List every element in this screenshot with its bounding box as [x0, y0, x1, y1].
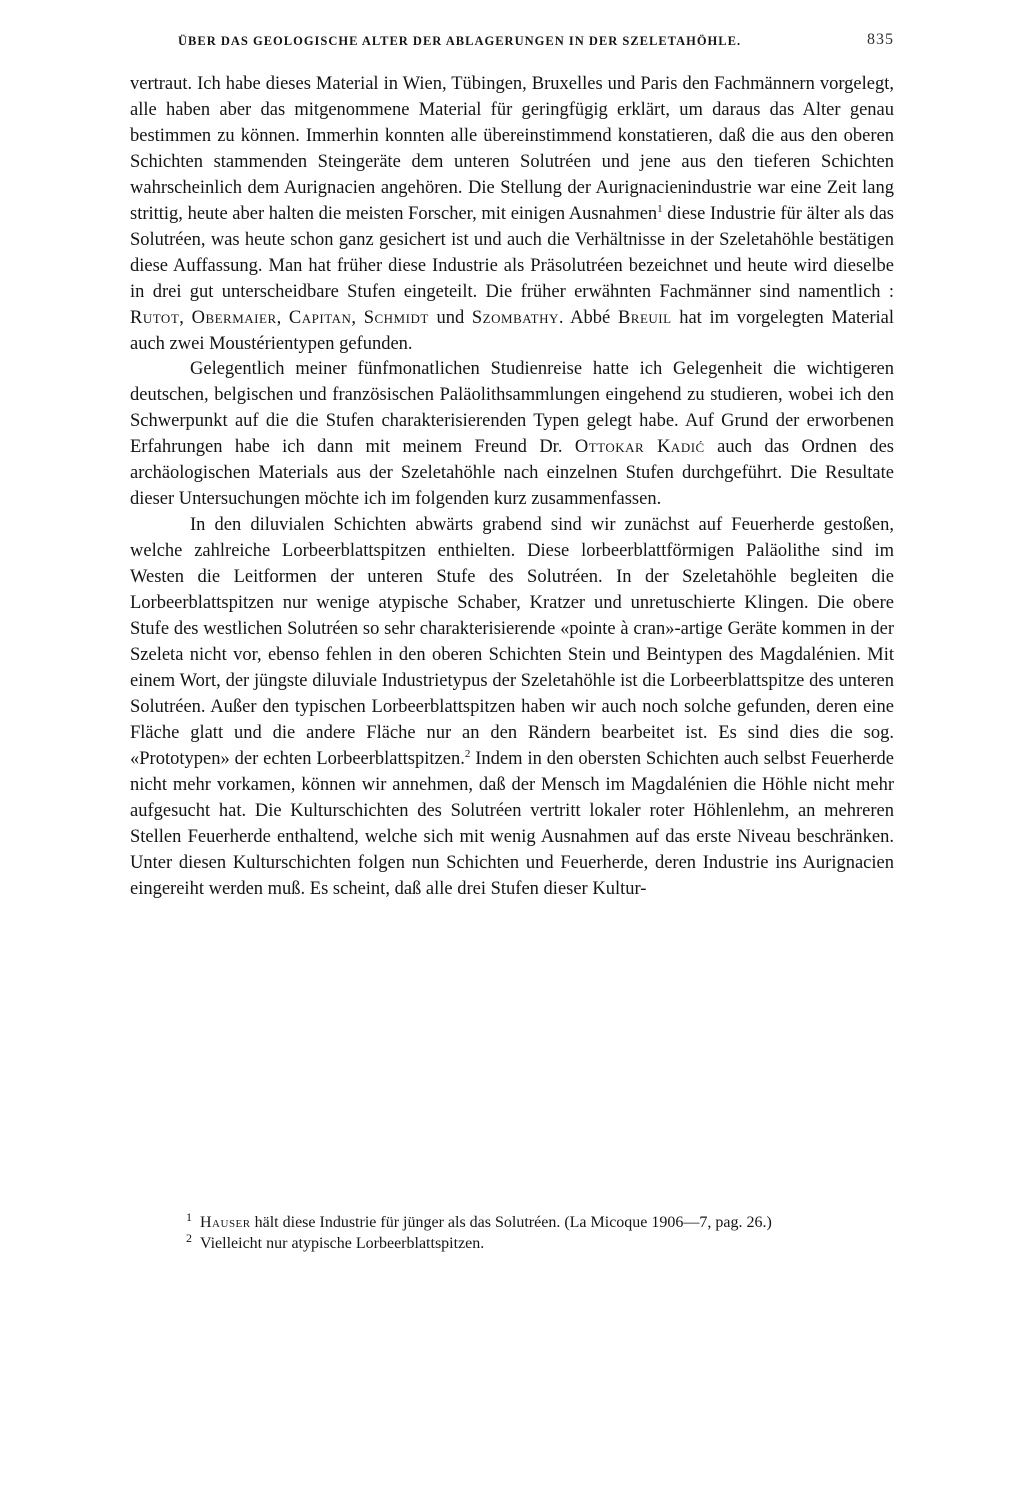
- body-text: [130, 72, 894, 903]
- paragraph-3-text-a: In den diluvialen Schichten abwärts grabend sind wir zunächst auf Feuerherde gestoßen, welche zahlreiche Lorbeerblattspitzen enthielten. Diese lorbeerblattförmigen Paläolithe sind im Westen die Leitformen der unteren Stufe des Solutréen. In der Szeletahöhle begleiten die Lorbeerblattspitzen nur wenige atypische Schaber, Kratzer und unretuschierte Klingen. Die obere Stufe des westlichen Solutréen so sehr charakterisierende «pointe à cran»-artige Geräte kommen in der Szeleta nicht vor, ebenso fehlen in den oberen Schichten Stein und Beintypen des Magdalénien. Mit einem Wort, der jüngste diluviale Industrietypus der Szeletahöhle ist die Lorbeerblattspitze des unteren Solutréen. Außer den typischen Lorbeerblattspitzen haben wir auch noch solche gefunden, deren eine Fläche glatt und die andere Fläche nur an den Rändern bearbeitet ist. Es sind dies die sog. «Prototypen» der echten Lorbeerblattspitzen.: [130, 515, 894, 769]
- footnote-1: [130, 1209, 894, 1233]
- running-title: ÜBER DAS GEOLOGISCHE ALTER DER ABLAGERUNGEN IN DER SZELETAHÖHLE.: [178, 34, 742, 48]
- author-name: Obermaier: [191, 307, 277, 328]
- author-name: Szombathy: [471, 307, 559, 328]
- footnote-number: 2: [186, 1230, 192, 1245]
- author-name: Schmidt: [363, 307, 429, 328]
- author-name: Hauser: [200, 1214, 251, 1231]
- footnote-1-text: hält diese Industrie für jünger als das Solutréen. (La Micoque 1906—7, pag. 26.): [250, 1214, 772, 1231]
- paragraph-1-text-b: diese Industrie für älter als das Solutréen, was heute schon ganz gesichert ist und auch die Verhältnisse in der Szeletahöhle bestätigen diese Auffassung. Man hat früher diese Industrie als Präsolutréen bezeichnet und heute wird dieselbe in drei gut unterscheidbare Stufen eingeteilt. Die früher erwähnten Fachmänner sind namentlich :: [130, 203, 895, 302]
- footnote-2-text: Vielleicht nur atypische Lorbeerblattspitzen.: [200, 1235, 485, 1252]
- footnote-2: [130, 1230, 894, 1254]
- paragraph-3: [130, 513, 894, 902]
- author-name: Capitan: [288, 307, 352, 328]
- paragraph-2: [130, 357, 894, 513]
- author-name: Breuil: [617, 307, 672, 328]
- author-name: Rutot: [130, 307, 180, 328]
- paragraph-1-text-c: . Abbé: [558, 307, 618, 328]
- conjunction-text: und: [428, 307, 472, 328]
- paragraph-1: vertraut. Ich habe dieses Material in Wien, Tübingen, Bruxelles und Paris den Fachmännern vorgelegt, alle haben aber das mitgenommene Material für geringfügig erklärt, um daraus das Alter genau bestimmen zu können. Immerhin konnten alle übereinstimmend konstatieren, daß die aus den oberen Schichten stammenden Steingeräte dem unteren Solutréen und jene aus den tieferen Schichten wahrscheinlich dem Aurignacien angehören. Die Stellung der Aurignacienindustrie war eine Zeit lang strittig, heute aber halten die meisten Forscher, mit einigen Ausnahmen$^1$ diese Industrie für älter als das Solutréen, was heute schon ganz gesichert ist und auch die Verhältnisse in der Szeletahöhle bestätigen diese Auffassung. Man hat früher diese Industrie als Präsolutréen bezeichnet und heute wird dieselbe in drei gut unterscheidbare Stufen eingeteilt. Die früher erwähnten Fachmänner sind namentlich : Rutot, Obermaier, Capitan, Schmidt und Szombathy. Abbé Breuil hat im vorgelegten Material auch zwei Moustérientypen gefunden.: [130, 74, 895, 354]
- paragraph-1-text-d: hat im vorgelegten Material auch zwei Moustérientypen gefunden.: [130, 307, 895, 354]
- paragraph-3-text-b: Indem in den obersten Schichten auch selbst Feuerherde nicht mehr vorkamen, können wir annehmen, daß der Mensch im Magdalénien die Höhle nicht mehr aufgesucht hat. Die Kulturschichten des Solutréen vertritt lokaler roter Höhlenlehm, an mehreren Stellen Feuerherde enthaltend, welche sich mit wenig Ausnahmen auf das erste Niveau beschränken. Unter diesen Kulturschichten folgen nun Schichten und Feuerherde, deren Industrie ins Aurignacien eingereiht werden muß. Es scheint, daß alle drei Stufen dieser Kultur-: [130, 748, 894, 899]
- footnote-ref-2: 2: [464, 747, 471, 760]
- footnote-number: 1: [186, 1209, 192, 1224]
- footnote-ref-1: 1: [657, 202, 663, 215]
- paragraph-1-text-a: vertraut. Ich habe dieses Material in Wien, Tübingen, Bruxelles und Paris den Fachmännern vorgelegt, alle haben aber das mitgenommene Material für geringfügig erklärt, um daraus das Alter genau bestimmen zu können. Immerhin konnten alle übereinstimmend konstatieren, daß die aus den oberen Schichten stammenden Steingeräte dem unteren Solutréen und jene aus den tieferen Schichten wahrscheinlich dem Aurignacien angehören. Die Stellung der Aurignacienindustrie war eine Zeit lang strittig, heute aber halten die meisten Forscher, mit einigen Ausnahmen: [130, 74, 894, 224]
- author-name: Ottokar Kadić: [574, 437, 705, 458]
- footnotes: [130, 1209, 894, 1254]
- page-number: 835: [867, 31, 894, 48]
- page-header: [130, 30, 894, 58]
- paragraph-2-text-b: auch das Ordnen des archäologischen Materials aus der Szeletahöhle nach einzelnen Stufen durchgeführt. Die Resultate dieser Untersuchungen möchte ich im folgenden kurz zusammenfassen.: [130, 437, 894, 510]
- paragraph-2-text-a: Gelegentlich meiner fünfmonatlichen Studienreise hatte ich Gelegenheit die wichtigeren deutschen, belgischen und französischen Paläolithsammlungen eingehend zu studieren, wobei ich den Schwerpunkt auf die die Stufen charakterisierenden Typen gelegt habe. Auf Grund der erworbenen Erfahrungen habe ich dann mit meinem Freund Dr.: [130, 359, 894, 458]
